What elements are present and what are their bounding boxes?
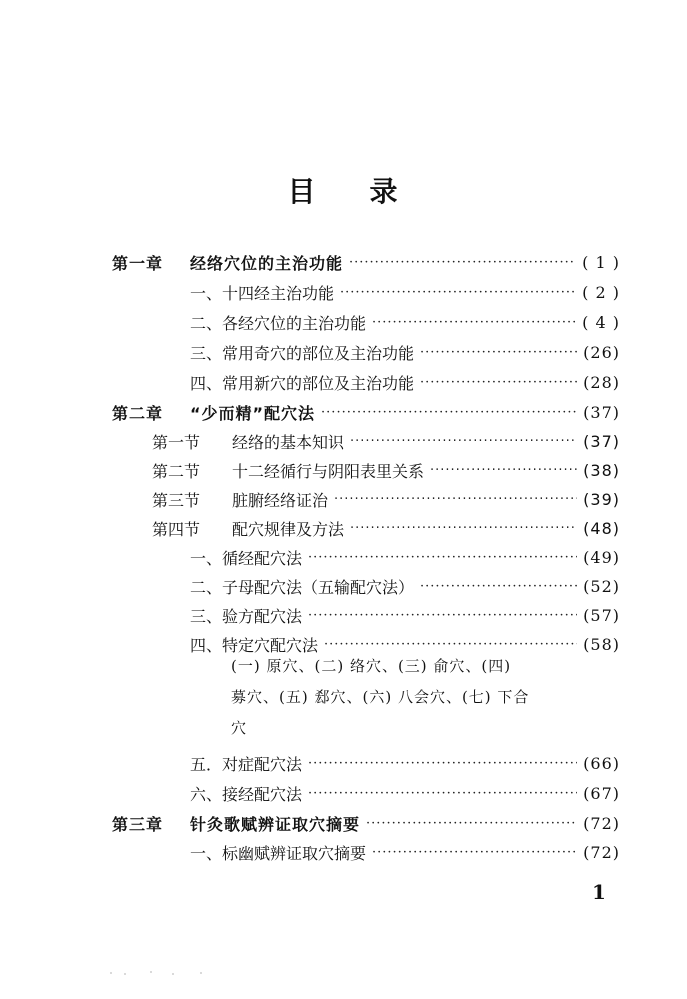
entry-title: 二、各经穴位的主治功能: [190, 313, 367, 333]
dot-leader: [308, 786, 577, 801]
entry-title: 四、常用新穴的部位及主治功能: [190, 373, 415, 393]
dot-leader: [308, 756, 577, 771]
section-number: 第一节: [152, 432, 201, 452]
note-line: (一) 原穴、(二) 络穴、(三) 俞穴、(四): [231, 657, 512, 675]
toc-entry-section: [152, 427, 620, 455]
toc-entry: [190, 368, 620, 396]
page-ref: (37): [583, 431, 620, 451]
entry-title: 二、子母配穴法（五输配穴法）: [190, 577, 415, 597]
page-number: 1: [592, 880, 606, 904]
page-ref: (58): [583, 634, 620, 654]
entry-title: 一、循经配穴法: [190, 548, 303, 568]
entry-title: 六、接经配穴法: [190, 784, 303, 804]
entry-title: 三、验方配穴法: [190, 606, 303, 626]
toc-entry-chapter-3: [112, 809, 620, 837]
toc-entry-section: [152, 485, 620, 513]
section-number: 第二节: [152, 461, 201, 481]
toc-entry: [190, 572, 620, 600]
page-ref: (72): [583, 813, 620, 833]
dot-leader: [430, 463, 577, 478]
chapter-number: 第三章: [112, 814, 164, 834]
section-title: 经络的基本知识: [232, 432, 345, 452]
entry-title: 三、常用奇穴的部位及主治功能: [190, 343, 415, 363]
dot-leader: [321, 405, 577, 420]
chapter-title: 针灸歌赋辨证取穴摘要: [190, 814, 361, 834]
chapter-title: “少而精”配穴法: [190, 403, 316, 423]
page-ref: (66): [583, 753, 620, 773]
title-char-1: 目: [287, 175, 318, 208]
entry-title: 四、特定穴配穴法: [190, 635, 319, 655]
toc-entry: [190, 838, 620, 866]
dot-leader: [308, 550, 577, 565]
section-title: 配穴规律及方法: [232, 519, 345, 539]
section-title: 十二经循行与阴阳表里关系: [232, 461, 425, 481]
title-char-2: 录: [369, 175, 400, 208]
page-ref: (57): [583, 605, 620, 625]
toc-entry: [190, 749, 620, 777]
dot-leader: [420, 375, 577, 390]
note-line: 穴: [231, 719, 248, 737]
toc-entry: [190, 338, 620, 366]
page-ref: (37): [583, 402, 620, 422]
page-ref: ( 2 ): [582, 282, 620, 302]
chapter-number: 第二章: [112, 403, 164, 423]
page-ref: (26): [583, 342, 620, 362]
page-ref: (38): [583, 460, 620, 480]
page-ref: ( 4 ): [582, 312, 620, 332]
chapter-number: 第一章: [112, 253, 164, 273]
dot-leader: [334, 492, 577, 507]
section-number: 第三节: [152, 490, 201, 510]
note-line: 募穴、(五) 郄穴、(六) 八会穴、(七) 下合: [231, 688, 530, 706]
dot-leader: [420, 579, 577, 594]
toc-entry: [190, 543, 620, 571]
dot-leader: [366, 816, 577, 831]
page-ref: (72): [583, 842, 620, 862]
page-ref: (49): [583, 547, 620, 567]
dot-leader: [308, 608, 577, 623]
page-ref: (67): [583, 783, 620, 803]
entry-title: 一、十四经主治功能: [190, 283, 335, 303]
toc-entry: [190, 779, 620, 807]
toc-entry-chapter-2: [112, 398, 620, 426]
page-ref: (28): [583, 372, 620, 392]
dot-leader: [372, 315, 576, 330]
dot-leader: [340, 285, 576, 300]
page-ref: ( 1 ): [582, 252, 620, 272]
dot-leader: [350, 434, 577, 449]
page-ref: (52): [583, 576, 620, 596]
dot-leader: [350, 521, 577, 536]
dot-leader: [324, 637, 577, 652]
page-ref: (39): [583, 489, 620, 509]
dot-leader: [372, 845, 577, 860]
toc-entry: [190, 601, 620, 629]
toc-title: [0, 170, 687, 210]
toc-entry-chapter-1: [112, 248, 620, 276]
dot-leader: [349, 255, 576, 270]
specific-points-note: [231, 651, 601, 744]
scan-specks: [110, 970, 230, 976]
entry-title: 五．对症配穴法: [190, 754, 303, 774]
entry-title: 一、标幽赋辨证取穴摘要: [190, 843, 367, 863]
section-number: 第四节: [152, 519, 201, 539]
section-title: 脏腑经络证治: [232, 490, 329, 510]
chapter-title: 经络穴位的主治功能: [190, 253, 344, 273]
dot-leader: [420, 345, 577, 360]
toc-entry-section: [152, 456, 620, 484]
page-ref: (48): [583, 518, 620, 538]
toc-entry-section: [152, 514, 620, 542]
toc-entry: [190, 278, 620, 306]
toc-entry: [190, 308, 620, 336]
